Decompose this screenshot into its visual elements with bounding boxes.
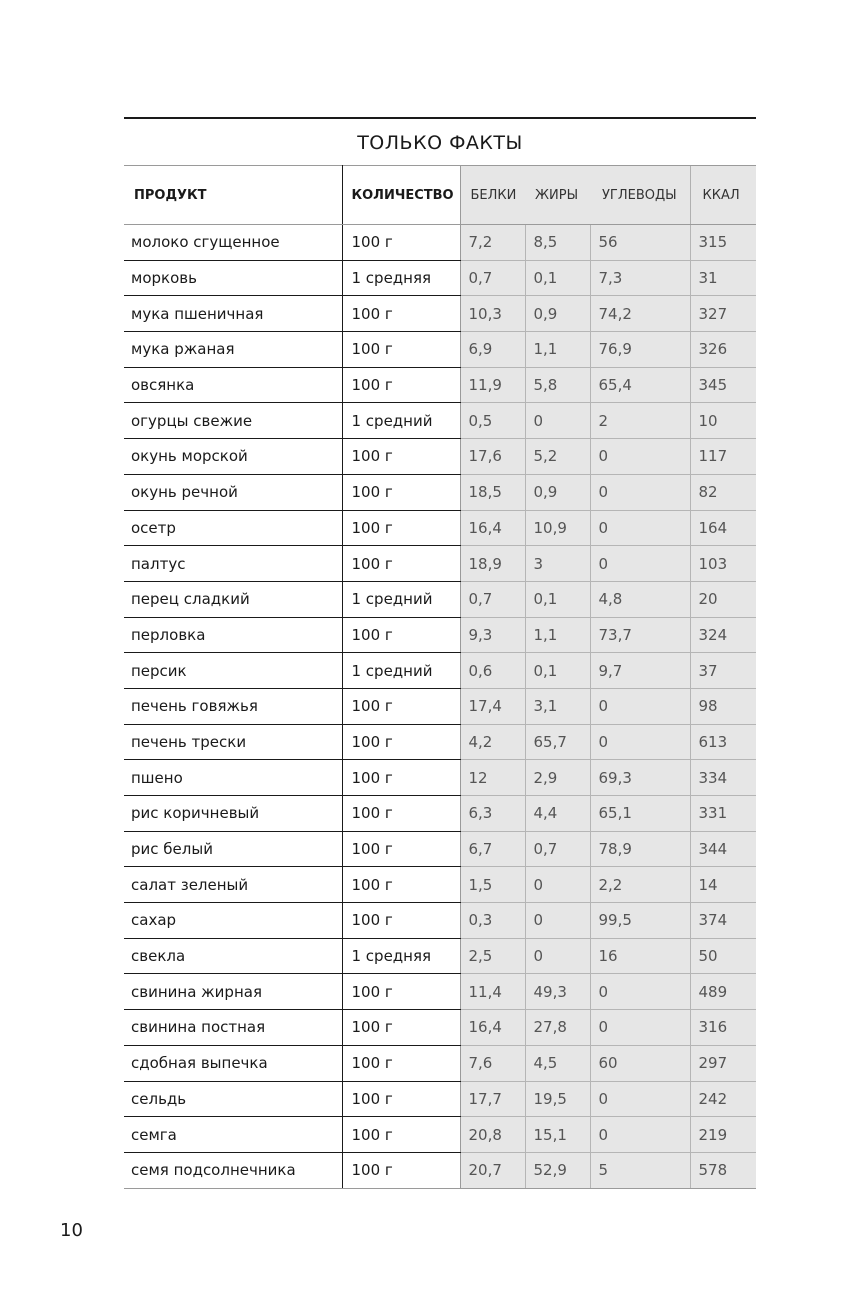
quantity-cell: 1 средний — [342, 581, 460, 617]
product-cell: пшено — [124, 760, 342, 796]
carbs-cell: 4,8 — [590, 581, 690, 617]
column-header-protein: БЕЛКИ — [460, 166, 525, 225]
fat-cell: 1,1 — [525, 617, 590, 653]
fat-cell: 4,4 — [525, 796, 590, 832]
table-row — [124, 225, 756, 261]
quantity-cell: 100 г — [342, 903, 460, 939]
protein-cell: 0,3 — [460, 903, 525, 939]
carbs-cell: 78,9 — [590, 831, 690, 867]
fat-cell: 2,9 — [525, 760, 590, 796]
protein-cell: 1,5 — [460, 867, 525, 903]
product-cell: семя подсолнечника — [124, 1152, 342, 1188]
fat-cell: 0,1 — [525, 260, 590, 296]
table-row — [124, 903, 756, 939]
fat-cell: 0 — [525, 867, 590, 903]
product-cell: палтус — [124, 546, 342, 582]
fat-cell: 0,1 — [525, 581, 590, 617]
carbs-cell: 60 — [590, 1045, 690, 1081]
protein-cell: 18,5 — [460, 474, 525, 510]
quantity-cell: 100 г — [342, 617, 460, 653]
product-cell: сахар — [124, 903, 342, 939]
product-cell: окунь морской — [124, 439, 342, 475]
kcal-cell: 82 — [690, 474, 756, 510]
nutrition-table — [124, 165, 756, 1189]
quantity-cell: 100 г — [342, 1081, 460, 1117]
protein-cell: 18,9 — [460, 546, 525, 582]
table-title: ТОЛЬКО ФАКТЫ — [124, 117, 756, 167]
carbs-cell: 65,4 — [590, 367, 690, 403]
kcal-cell: 327 — [690, 296, 756, 332]
protein-cell: 6,7 — [460, 831, 525, 867]
product-cell: перец сладкий — [124, 581, 342, 617]
protein-cell: 17,7 — [460, 1081, 525, 1117]
product-cell: осетр — [124, 510, 342, 546]
kcal-cell: 10 — [690, 403, 756, 439]
fat-cell: 1,1 — [525, 332, 590, 368]
column-header-kcal: ККАЛ — [690, 166, 756, 225]
kcal-cell: 98 — [690, 688, 756, 724]
kcal-cell: 242 — [690, 1081, 756, 1117]
table-row — [124, 439, 756, 475]
protein-cell: 7,6 — [460, 1045, 525, 1081]
fat-cell: 49,3 — [525, 974, 590, 1010]
kcal-cell: 316 — [690, 1010, 756, 1046]
carbs-cell: 0 — [590, 439, 690, 475]
kcal-cell: 331 — [690, 796, 756, 832]
fat-cell: 5,2 — [525, 439, 590, 475]
carbs-cell: 5 — [590, 1152, 690, 1188]
quantity-cell: 100 г — [342, 510, 460, 546]
table-row — [124, 367, 756, 403]
protein-cell: 20,7 — [460, 1152, 525, 1188]
fat-cell: 15,1 — [525, 1117, 590, 1153]
product-cell: сдобная выпечка — [124, 1045, 342, 1081]
fat-cell: 27,8 — [525, 1010, 590, 1046]
fat-cell: 0,9 — [525, 296, 590, 332]
product-cell: салат зеленый — [124, 867, 342, 903]
column-header-fat: ЖИРЫ — [525, 166, 590, 225]
quantity-cell: 1 средняя — [342, 938, 460, 974]
kcal-cell: 117 — [690, 439, 756, 475]
carbs-cell: 16 — [590, 938, 690, 974]
column-header-product: ПРОДУКТ — [124, 166, 342, 225]
kcal-cell: 14 — [690, 867, 756, 903]
table-row — [124, 724, 756, 760]
carbs-cell: 0 — [590, 546, 690, 582]
product-cell: овсянка — [124, 367, 342, 403]
protein-cell: 6,3 — [460, 796, 525, 832]
fat-cell: 19,5 — [525, 1081, 590, 1117]
table-row — [124, 581, 756, 617]
product-cell: свекла — [124, 938, 342, 974]
kcal-cell: 103 — [690, 546, 756, 582]
kcal-cell: 578 — [690, 1152, 756, 1188]
table-row — [124, 831, 756, 867]
table-row — [124, 796, 756, 832]
quantity-cell: 1 средняя — [342, 260, 460, 296]
table-row — [124, 474, 756, 510]
quantity-cell: 100 г — [342, 439, 460, 475]
protein-cell: 20,8 — [460, 1117, 525, 1153]
page-number: 10 — [60, 1220, 83, 1241]
table-row — [124, 688, 756, 724]
product-cell: сельдь — [124, 1081, 342, 1117]
table-row — [124, 1117, 756, 1153]
product-cell: свинина жирная — [124, 974, 342, 1010]
carbs-cell: 65,1 — [590, 796, 690, 832]
table-row — [124, 867, 756, 903]
product-cell: печень говяжья — [124, 688, 342, 724]
protein-cell: 6,9 — [460, 332, 525, 368]
table-row — [124, 938, 756, 974]
kcal-cell: 326 — [690, 332, 756, 368]
kcal-cell: 315 — [690, 225, 756, 261]
product-cell: печень трески — [124, 724, 342, 760]
carbs-cell: 2 — [590, 403, 690, 439]
fat-cell: 0 — [525, 403, 590, 439]
protein-cell: 0,7 — [460, 581, 525, 617]
quantity-cell: 100 г — [342, 1152, 460, 1188]
fat-cell: 0 — [525, 938, 590, 974]
protein-cell: 17,6 — [460, 439, 525, 475]
table-row — [124, 296, 756, 332]
protein-cell: 16,4 — [460, 1010, 525, 1046]
fat-cell: 0,9 — [525, 474, 590, 510]
carbs-cell: 0 — [590, 510, 690, 546]
product-cell: молоко сгущенное — [124, 225, 342, 261]
protein-cell: 0,6 — [460, 653, 525, 689]
kcal-cell: 164 — [690, 510, 756, 546]
carbs-cell: 0 — [590, 688, 690, 724]
product-cell: огурцы свежие — [124, 403, 342, 439]
protein-cell: 9,3 — [460, 617, 525, 653]
quantity-cell: 1 средний — [342, 653, 460, 689]
carbs-cell: 0 — [590, 1081, 690, 1117]
table-row — [124, 653, 756, 689]
protein-cell: 16,4 — [460, 510, 525, 546]
quantity-cell: 100 г — [342, 831, 460, 867]
table-body — [124, 225, 756, 1189]
product-cell: мука ржаная — [124, 332, 342, 368]
carbs-cell: 0 — [590, 974, 690, 1010]
table-row — [124, 760, 756, 796]
carbs-cell: 7,3 — [590, 260, 690, 296]
carbs-cell: 73,7 — [590, 617, 690, 653]
protein-cell: 17,4 — [460, 688, 525, 724]
kcal-cell: 50 — [690, 938, 756, 974]
fat-cell: 3,1 — [525, 688, 590, 724]
kcal-cell: 334 — [690, 760, 756, 796]
kcal-cell: 297 — [690, 1045, 756, 1081]
kcal-cell: 324 — [690, 617, 756, 653]
fat-cell: 52,9 — [525, 1152, 590, 1188]
quantity-cell: 1 средний — [342, 403, 460, 439]
table-row — [124, 510, 756, 546]
carbs-cell: 0 — [590, 1010, 690, 1046]
table-header-row — [124, 166, 756, 225]
table-row — [124, 617, 756, 653]
carbs-cell: 9,7 — [590, 653, 690, 689]
quantity-cell: 100 г — [342, 1117, 460, 1153]
quantity-cell: 100 г — [342, 760, 460, 796]
protein-cell: 0,5 — [460, 403, 525, 439]
quantity-cell: 100 г — [342, 296, 460, 332]
product-cell: свинина постная — [124, 1010, 342, 1046]
protein-cell: 7,2 — [460, 225, 525, 261]
kcal-cell: 344 — [690, 831, 756, 867]
column-header-carbs: УГЛЕВОДЫ — [590, 166, 690, 225]
quantity-cell: 100 г — [342, 546, 460, 582]
fat-cell: 0,1 — [525, 653, 590, 689]
table-row — [124, 332, 756, 368]
quantity-cell: 100 г — [342, 796, 460, 832]
quantity-cell: 100 г — [342, 867, 460, 903]
protein-cell: 11,9 — [460, 367, 525, 403]
quantity-cell: 100 г — [342, 332, 460, 368]
product-cell: окунь речной — [124, 474, 342, 510]
fat-cell: 5,8 — [525, 367, 590, 403]
fat-cell: 65,7 — [525, 724, 590, 760]
table-row — [124, 403, 756, 439]
quantity-cell: 100 г — [342, 225, 460, 261]
kcal-cell: 613 — [690, 724, 756, 760]
fat-cell: 3 — [525, 546, 590, 582]
carbs-cell: 0 — [590, 474, 690, 510]
kcal-cell: 37 — [690, 653, 756, 689]
carbs-cell: 0 — [590, 724, 690, 760]
table-row — [124, 546, 756, 582]
product-cell: семга — [124, 1117, 342, 1153]
quantity-cell: 100 г — [342, 724, 460, 760]
fat-cell: 0 — [525, 903, 590, 939]
carbs-cell: 56 — [590, 225, 690, 261]
table-row — [124, 1010, 756, 1046]
quantity-cell: 100 г — [342, 367, 460, 403]
carbs-cell: 74,2 — [590, 296, 690, 332]
table-row — [124, 260, 756, 296]
kcal-cell: 345 — [690, 367, 756, 403]
carbs-cell: 69,3 — [590, 760, 690, 796]
carbs-cell: 76,9 — [590, 332, 690, 368]
protein-cell: 11,4 — [460, 974, 525, 1010]
protein-cell: 0,7 — [460, 260, 525, 296]
product-cell: персик — [124, 653, 342, 689]
product-cell: рис коричневый — [124, 796, 342, 832]
kcal-cell: 20 — [690, 581, 756, 617]
kcal-cell: 489 — [690, 974, 756, 1010]
table-row — [124, 1045, 756, 1081]
protein-cell: 10,3 — [460, 296, 525, 332]
table-row — [124, 974, 756, 1010]
kcal-cell: 219 — [690, 1117, 756, 1153]
fat-cell: 4,5 — [525, 1045, 590, 1081]
product-cell: морковь — [124, 260, 342, 296]
quantity-cell: 100 г — [342, 688, 460, 724]
kcal-cell: 31 — [690, 260, 756, 296]
carbs-cell: 99,5 — [590, 903, 690, 939]
column-header-quantity: КОЛИЧЕСТВО — [342, 166, 460, 225]
table-row — [124, 1152, 756, 1188]
product-cell: перловка — [124, 617, 342, 653]
carbs-cell: 2,2 — [590, 867, 690, 903]
carbs-cell: 0 — [590, 1117, 690, 1153]
quantity-cell: 100 г — [342, 974, 460, 1010]
fat-cell: 0,7 — [525, 831, 590, 867]
quantity-cell: 100 г — [342, 1045, 460, 1081]
protein-cell: 4,2 — [460, 724, 525, 760]
product-cell: мука пшеничная — [124, 296, 342, 332]
quantity-cell: 100 г — [342, 474, 460, 510]
quantity-cell: 100 г — [342, 1010, 460, 1046]
protein-cell: 2,5 — [460, 938, 525, 974]
fat-cell: 8,5 — [525, 225, 590, 261]
fat-cell: 10,9 — [525, 510, 590, 546]
kcal-cell: 374 — [690, 903, 756, 939]
table-row — [124, 1081, 756, 1117]
protein-cell: 12 — [460, 760, 525, 796]
product-cell: рис белый — [124, 831, 342, 867]
